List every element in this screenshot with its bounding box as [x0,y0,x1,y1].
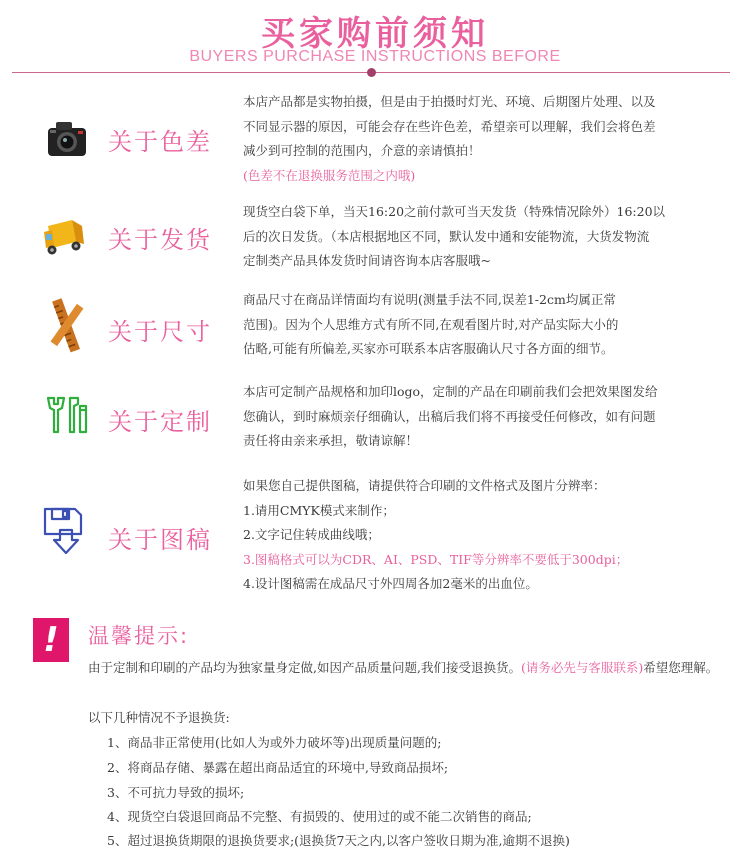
section-title-color: 关于色差 [108,128,212,156]
contact-service-note: (请务必先与客服联系) [520,660,644,675]
section-title-size: 关于尺寸 [108,318,212,346]
section-title-shipping: 关于发货 [108,226,212,254]
text-line: 如果您自己提供图稿，请提供符合印刷的文件格式及图片分辨率： [243,478,606,493]
text-line: 本店产品都是实物拍摄，但是由于拍摄时灯光、环境、后期图片处理、以及 [243,94,656,109]
text-line: 减少到可控制的范围内，介意的亲请慎拍！ [243,143,481,158]
text-line: 后的次日发货。（本店根据地区不同，默认发中通和安能物流，大货发物流 [243,228,650,244]
format-requirement: 3.图稿格式可以为CDR、AI、PSD、TIF等分辨率不要低于300dpi； [243,551,629,567]
tips-intro [88,656,728,680]
text-line: 估略,可能有所偏差,买家亦可联系本店客服确认尺寸各方面的细节。 [243,341,614,356]
text-line: 4.设计图稿需在成品尺寸外四周各加2毫米的出血位。 [243,576,538,591]
page-title: 买家购前须知 [261,14,489,54]
color-note: (色差不在退换服务范围之内哦) [243,167,416,183]
section-body-artwork [243,474,713,597]
section-body-size [243,288,713,362]
section-body-shipping [243,200,713,274]
camera-icon [44,116,90,162]
section-title-artwork: 关于图稿 [108,526,212,554]
text-line: 本店可定制产品规格和加印logo，定制的产品在印刷前我们会把效果图发给 [243,384,658,399]
list-item: 5、超过退换货期限的退换货要求;(退换货7天之内,以客户签收日期为准,逾期不退换) [107,833,570,848]
tools-icon [44,394,90,440]
delivery-truck-icon [42,212,88,258]
ruler-icon [44,296,90,342]
text-line: 您确认，到时麻烦亲仔细确认，出稿后我们将不再接受任何修改，如有问题 [243,408,656,424]
text-line: 2.文字记住转成曲线哦； [243,527,380,542]
text-line: 定制类产品具体发货时间请咨询本店客服哦~ [243,253,491,268]
divider-dot [367,68,376,77]
text-line: 商品尺寸在商品详情面均有说明(测量手法不同,误差1-2cm均属正常 [243,292,616,307]
warning-badge-mark: ! [43,620,59,660]
page-subtitle: BUYERS PURCHASE INSTRUCTIONS BEFORE [189,48,561,65]
section-title-custom: 关于定制 [108,408,212,436]
text-line: 范围)。因为个人思维方式有所不同,在观看图片时,对产品实际大小的 [243,316,619,332]
section-body-custom [243,380,713,454]
text-line: 1.请用CMYK模式来制作； [243,502,395,518]
text-line: 不同显示器的原因，可能会存在些许色差，希望亲可以理解，我们会将色差 [243,118,656,134]
list-item: 4、现货空白袋退回商品不完整、有损毁的、使用过的或不能二次销售的商品; [107,809,532,824]
list-item: 3、不可抗力导致的损坏; [107,785,245,800]
tips-intro-text: 由于定制和印刷的产品均为独家量身定做,如因产品质量问题,我们接受退换货。 [88,660,521,675]
tips-lead: 以下几种情况不予退换货: [88,710,230,725]
text-line: 责任将由亲来承担，敬请谅解！ [243,433,419,448]
download-artwork-icon [42,506,88,552]
warning-icon [33,618,69,662]
list-item: 1、商品非正常使用(比如人为或外力破坏等)出现质量问题的; [107,735,442,750]
list-item: 2、将商品存储、暴露在超出商品适宜的环境中,导致商品损坏; [107,760,449,775]
tips-title: 温馨提示: [88,624,190,648]
text-line: 现货空白袋下单，当天16:20之前付款可当天发货（特殊情况除外）16:20以 [243,204,666,219]
section-body-color [243,90,713,188]
tips-intro-end: 希望您理解。 [643,660,719,675]
